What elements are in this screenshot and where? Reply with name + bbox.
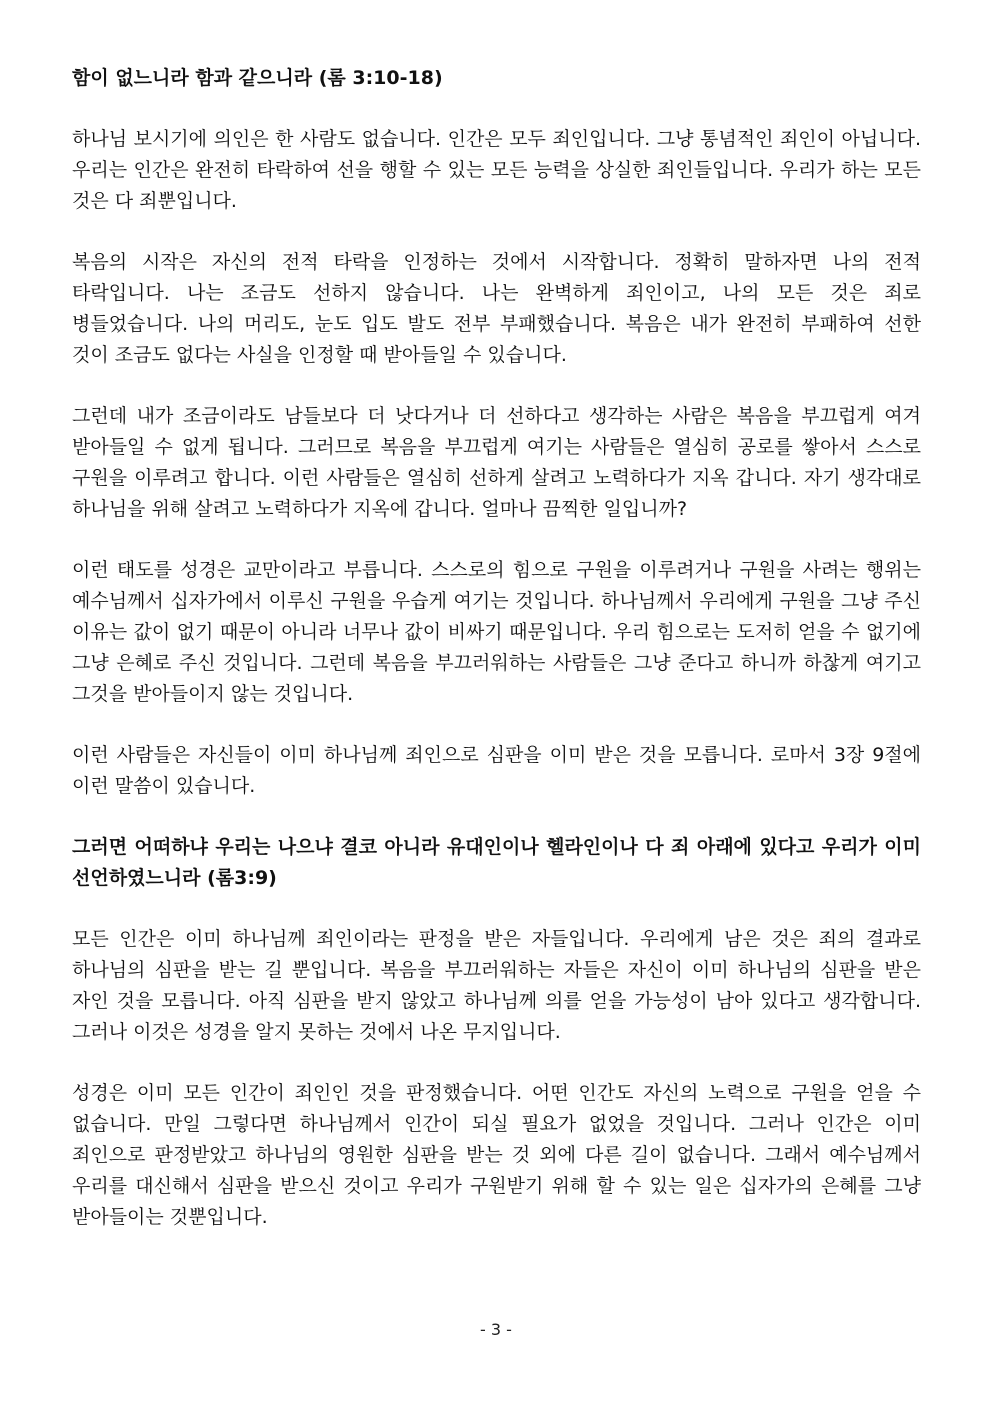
paragraph-verdict: 모든 인간은 이미 하나님께 죄인이라는 판정을 받은 자들입니다. 우리에게 남은 것은 죄의 결과로 하나님의 심판을 받는 길 뿐입니다. 복음을 부끄러워하는 자들은 자신이 이미 하나님의 심판을 받은 자인 것을 모릅니다. 아직 심판을 받지 않았고 하나님께 의를 얻을 가능성이 남아 있다고 생각합니다. 그러나 이것은 성경을 알지 못하는 것에서 나온 무지입니다. <box>72 928 921 1043</box>
paragraph-already-judged: 이런 사람들은 자신들이 이미 하나님께 죄인으로 심판을 이미 받은 것을 모릅니다. 로마서 3장 9절에 이런 말씀이 있습니다. <box>72 744 921 797</box>
scripture-quote-romans-3-10: 함이 없느니라 함과 같으니라 (롬 3:10-18) <box>72 67 443 89</box>
paragraph-righteous-none: 하나님 보시기에 의인은 한 사람도 없습니다. 인간은 모두 죄인입니다. 그냥 통념적인 죄인이 아닙니다. 우리는 인간은 완전히 타락하여 선을 행할 수 있는 모든 능력을 상실한 죄인들입니다. 우리가 하는 모든 것은 다 죄뿐입니다. <box>72 128 921 212</box>
paragraph-grace: 성경은 이미 모든 인간이 죄인인 것을 판정했습니다. 어떤 인간도 자신의 노력으로 구원을 얻을 수 없습니다. 만일 그렇다면 하나님께서 인간이 되실 필요가 없었을 것입니다. 그러나 인간은 이미 죄인으로 판정받았고 하나님의 영원한 심판을 받는 것 외에 다른 길이 없습니다. 그래서 예수님께서 우리를 대신해서 심판을 받으신 것이고 우리가 구원받기 위해 할 수 있는 일은 십자가의 은혜를 그냥 받아들이는 것뿐입니다. <box>72 1082 921 1228</box>
paragraph-ashamed-of-gospel: 그런데 내가 조금이라도 남들보다 더 낫다거나 더 선하다고 생각하는 사람은 복음을 부끄럽게 여겨 받아들일 수 없게 됩니다. 그러므로 복음을 부끄럽게 여기는 사람들은 열심히 공로를 쌓아서 스스로 구원을 이루려고 합니다. 이런 사람들은 열심히 선하게 살려고 노력하다가 지옥 갑니다. 자기 생각대로 하나님을 위해 살려고 노력하다가 지옥에 갑니다. 얼마나 끔찍한 일입니까? <box>72 405 921 520</box>
page-number: - 3 - <box>480 1320 512 1339</box>
paragraph-total-depravity: 복음의 시작은 자신의 전적 타락을 인정하는 것에서 시작합니다. 정확히 말하자면 나의 전적 타락입니다. 나는 조금도 선하지 않습니다. 나는 완벽하게 죄인이고, 나의 모든 것은 죄로 병들었습니다. 나의 머리도, 눈도 입도 발도 전부 부패했습니다. 복음은 내가 완전히 부패하여 선한 것이 조금도 없다는 사실을 인정할 때 받아들일 수 있습니다. <box>72 251 921 366</box>
paragraph-pride: 이런 태도를 성경은 교만이라고 부릅니다. 스스로의 힘으로 구원을 이루려거나 구원을 사려는 행위는 예수님께서 십자가에서 이루신 구원을 우습게 여기는 것입니다. 하나님께서 우리에게 구원을 그냥 주신 이유는 값이 없기 때문이 아니라 너무나 값이 비싸기 때문입니다. 우리 힘으로는 도저히 얻을 수 없기에 그냥 은혜로 주신 것입니다. 그런데 복음을 부끄러워하는 사람들은 그냥 준다고 하니까 하찮게 여기고 그것을 받아들이지 않는 것입니다. <box>72 559 922 705</box>
document-page <box>72 63 921 1263</box>
scripture-quote-romans-3-9: 그러면 어떠하냐 우리는 나으냐 결코 아니라 유대인이나 헬라인이나 다 죄 아래에 있다고 우리가 이미 선언하였느니라 (롬3:9) <box>72 836 921 889</box>
